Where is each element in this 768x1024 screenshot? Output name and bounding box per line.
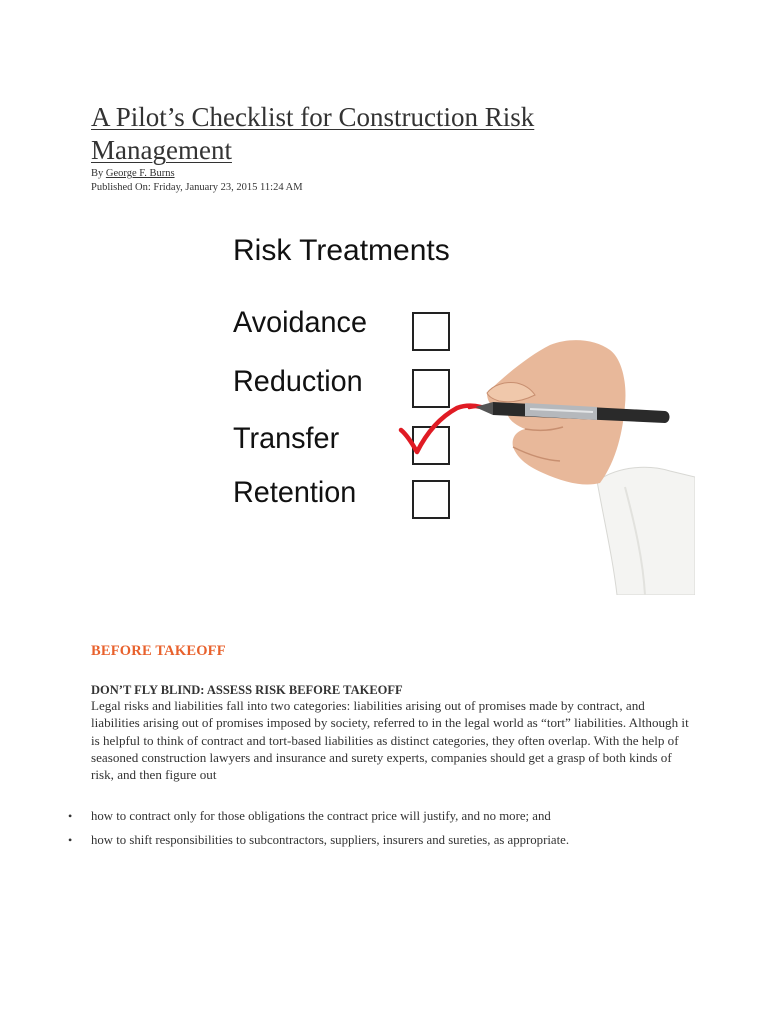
bullet-list [66, 808, 569, 856]
bullet-icon: • [68, 809, 73, 823]
article-title[interactable]: A Pilot’s Checklist for Construction Risk Management [91, 102, 535, 165]
list-item-text: how to shift responsibilities to subcontractors, suppliers, insurers and sureties, as appropriate. [91, 833, 570, 847]
option-transfer: Transfer [233, 422, 340, 455]
option-avoidance: Avoidance [233, 306, 367, 339]
list-item [66, 808, 569, 832]
section-heading: BEFORE TAKEOFF [91, 643, 226, 659]
section-subheading: DON’T FLY BLIND: ASSESS RISK BEFORE TAKEOFF [91, 683, 403, 697]
bullet-icon: • [68, 833, 73, 847]
option-retention: Retention [233, 476, 357, 509]
risk-treatments-image [225, 225, 695, 595]
figure-title: Risk Treatments [233, 234, 450, 267]
checkmark-icon [401, 406, 481, 452]
list-item [66, 832, 569, 856]
list-item-text: how to contract only for those obligations the contract price will justify, and no more; and [91, 809, 551, 823]
published-date: Published On: Friday, January 23, 2015 11:24 AM [91, 182, 303, 193]
byline-prefix: By [91, 168, 106, 179]
hand-with-pen-icon [225, 225, 695, 595]
author-link[interactable]: George F. Burns [105, 168, 175, 179]
body-paragraph: Legal risks and liabilities fall into two categories: liabilities arising out of promises made by contract, and liabilities arising out of promises imposed by society, referred to in the legal world as “tort” liabilities. Although it is helpful to think of contract and tort-based liabilities as distinct categories, they often overlap. With the help of seasoned construction lawyers and insurance and surety experts, companies should get a grasp of both kinds of risk, and then figure out [91, 698, 689, 783]
byline [91, 168, 175, 179]
option-reduction: Reduction [233, 365, 363, 398]
